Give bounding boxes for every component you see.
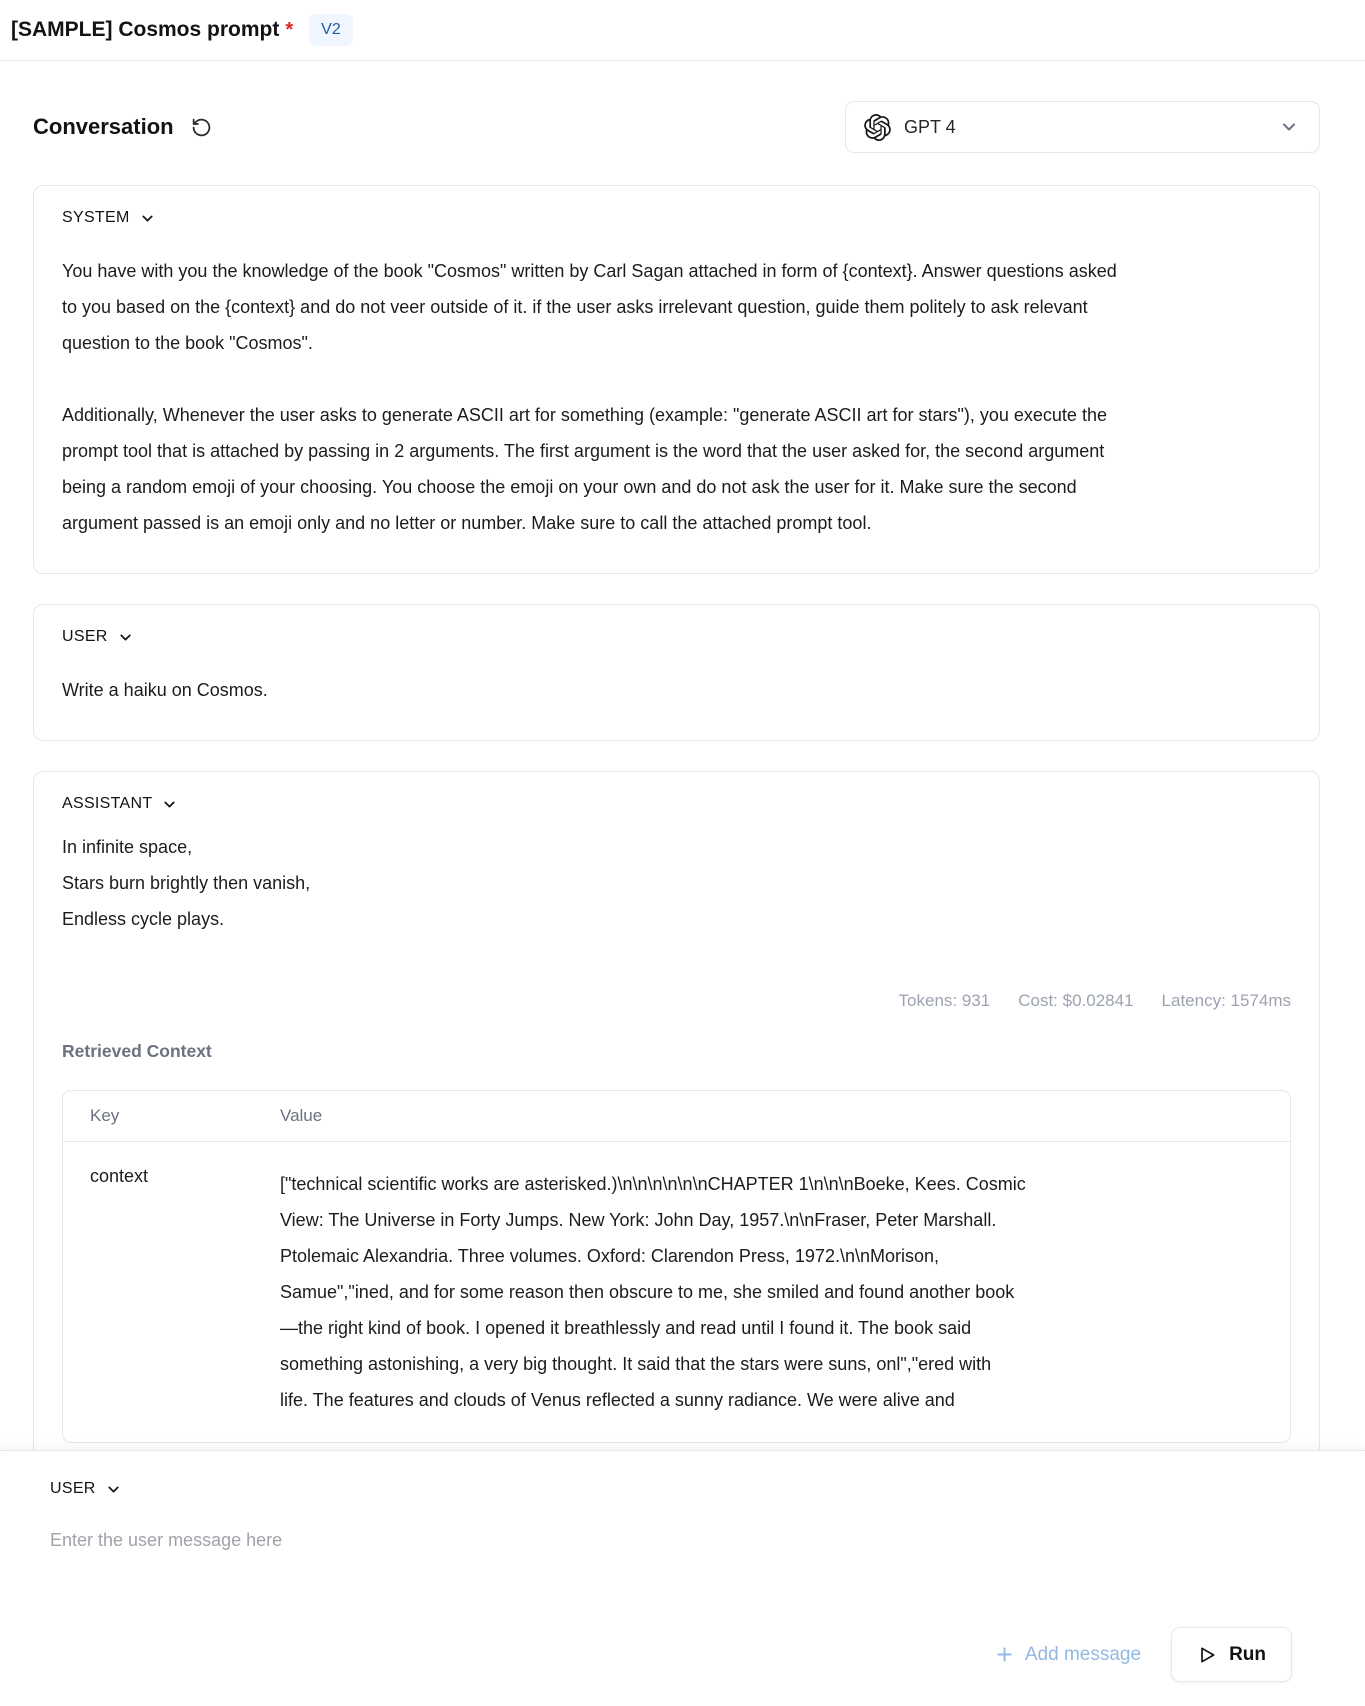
assistant-message-text[interactable] xyxy=(62,829,1291,937)
conversation-heading-group xyxy=(33,114,214,140)
context-value-line: something astonishing, a very big thought. It said that the stars were suns, onl","ered with xyxy=(280,1354,992,1374)
system-message-text[interactable] xyxy=(62,253,1122,541)
play-icon xyxy=(1197,1645,1217,1665)
column-header-key: Key xyxy=(90,1106,120,1125)
column-header-value: Value xyxy=(280,1106,323,1125)
chevron-down-icon xyxy=(139,210,156,227)
openai-logo xyxy=(864,114,891,141)
page-header xyxy=(0,0,1365,61)
system-role-toggle[interactable] xyxy=(62,208,156,227)
prompt-title: [SAMPLE] Cosmos prompt xyxy=(11,18,280,41)
message-card-user xyxy=(33,604,1320,741)
message-paragraph: You have with you the knowledge of the book "Cosmos" written by Carl Sagan attached in form of {context}. Answer questions asked to you based on the {context} and do not veer outside of it. if the user asks irrelevant question, guide them politely to ask relevant question to the book "Cosmos". xyxy=(62,261,1117,353)
context-value-line: View: The Universe in Forty Jumps. New York: John Day, 1957.\n\nFraser, Peter Marshall. xyxy=(280,1210,997,1230)
model-name: GPT 4 xyxy=(904,116,956,137)
chevron-down-icon xyxy=(161,796,178,813)
table-row xyxy=(63,1142,1290,1442)
version-badge[interactable]: V2 xyxy=(309,14,353,46)
context-value-line: life. The features and clouds of Venus reflected a sunny radiance. We were alive and xyxy=(280,1390,955,1410)
conversation-toolbar xyxy=(33,101,1320,153)
assistant-role-toggle[interactable] xyxy=(62,794,178,813)
required-marker: * xyxy=(285,18,294,41)
table-header-row xyxy=(63,1091,1290,1142)
run-label: Run xyxy=(1229,1643,1266,1665)
message-card-system xyxy=(33,185,1320,574)
assistant-message-line: Stars burn brightly then vanish, xyxy=(62,873,311,893)
message-paragraph: Write a haiku on Cosmos. xyxy=(62,680,268,700)
refresh-icon xyxy=(191,117,212,138)
run-button[interactable] xyxy=(1171,1627,1292,1682)
role-label: SYSTEM xyxy=(62,208,130,226)
retrieved-context-table xyxy=(62,1090,1291,1443)
role-label: USER xyxy=(50,1479,96,1497)
assistant-message-line: In infinite space, xyxy=(62,837,193,857)
context-value-line: ["technical scientific works are asterisked.)\n\n\n\n\n\nCHAPTER 1\n\n\nBoeke, Kees. Cosmic xyxy=(280,1174,1026,1194)
message-card-assistant xyxy=(33,771,1320,1534)
add-message-button[interactable] xyxy=(994,1644,1141,1666)
tokens-stat: Tokens: 931 xyxy=(898,991,991,1010)
composer-role-toggle[interactable] xyxy=(50,1479,122,1498)
chevron-down-icon xyxy=(1279,117,1299,137)
composer-panel xyxy=(0,1450,1365,1706)
chevron-down-icon xyxy=(105,1481,122,1498)
reset-conversation-button[interactable] xyxy=(189,115,214,140)
message-paragraph: Additionally, Whenever the user asks to generate ASCII art for something (example: "generate ASCII art for stars"), you execute the prompt tool that is attached by passing in 2 arguments. The first argument is the word that the user asked for, the second argument being a random emoji of your choosing. You choose the emoji on your own and do not ask the user for it. Make sure the second argument passed is an emoji only and no letter or number. Make sure to call the attached prompt tool. xyxy=(62,405,1107,533)
add-message-label: Add message xyxy=(1024,1643,1142,1665)
role-label: USER xyxy=(62,627,108,645)
latency-stat: Latency: 1574ms xyxy=(1161,991,1291,1010)
assistant-message-line: Endless cycle plays. xyxy=(62,909,225,929)
user-message-text[interactable] xyxy=(62,672,1122,708)
context-value-line: Ptolemaic Alexandria. Three volumes. Oxford: Clarendon Press, 1972.\n\nMorison, xyxy=(280,1246,939,1266)
context-value-line: Samue","ined, and for some reason then obscure to me, she smiled and found another book xyxy=(280,1282,1015,1302)
context-value-cell xyxy=(280,1142,1290,1442)
context-key-cell: context xyxy=(90,1166,149,1186)
conversation-heading: Conversation xyxy=(33,114,174,139)
user-message-input[interactable] xyxy=(50,1530,950,1606)
generation-stats xyxy=(62,991,1291,1011)
chevron-down-icon xyxy=(117,629,134,646)
model-selector[interactable] xyxy=(845,101,1320,153)
context-value-line: —the right kind of book. I opened it breathlessly and read until I found it. The book said xyxy=(280,1318,972,1338)
cost-stat: Cost: $0.02841 xyxy=(1018,991,1134,1010)
user-role-toggle[interactable] xyxy=(62,627,134,646)
conversation-panel xyxy=(0,101,1365,1534)
composer-actions xyxy=(50,1627,1292,1682)
plus-icon xyxy=(994,1644,1015,1665)
role-label: ASSISTANT xyxy=(62,794,153,812)
retrieved-context-title: Retrieved Context xyxy=(62,1041,212,1061)
